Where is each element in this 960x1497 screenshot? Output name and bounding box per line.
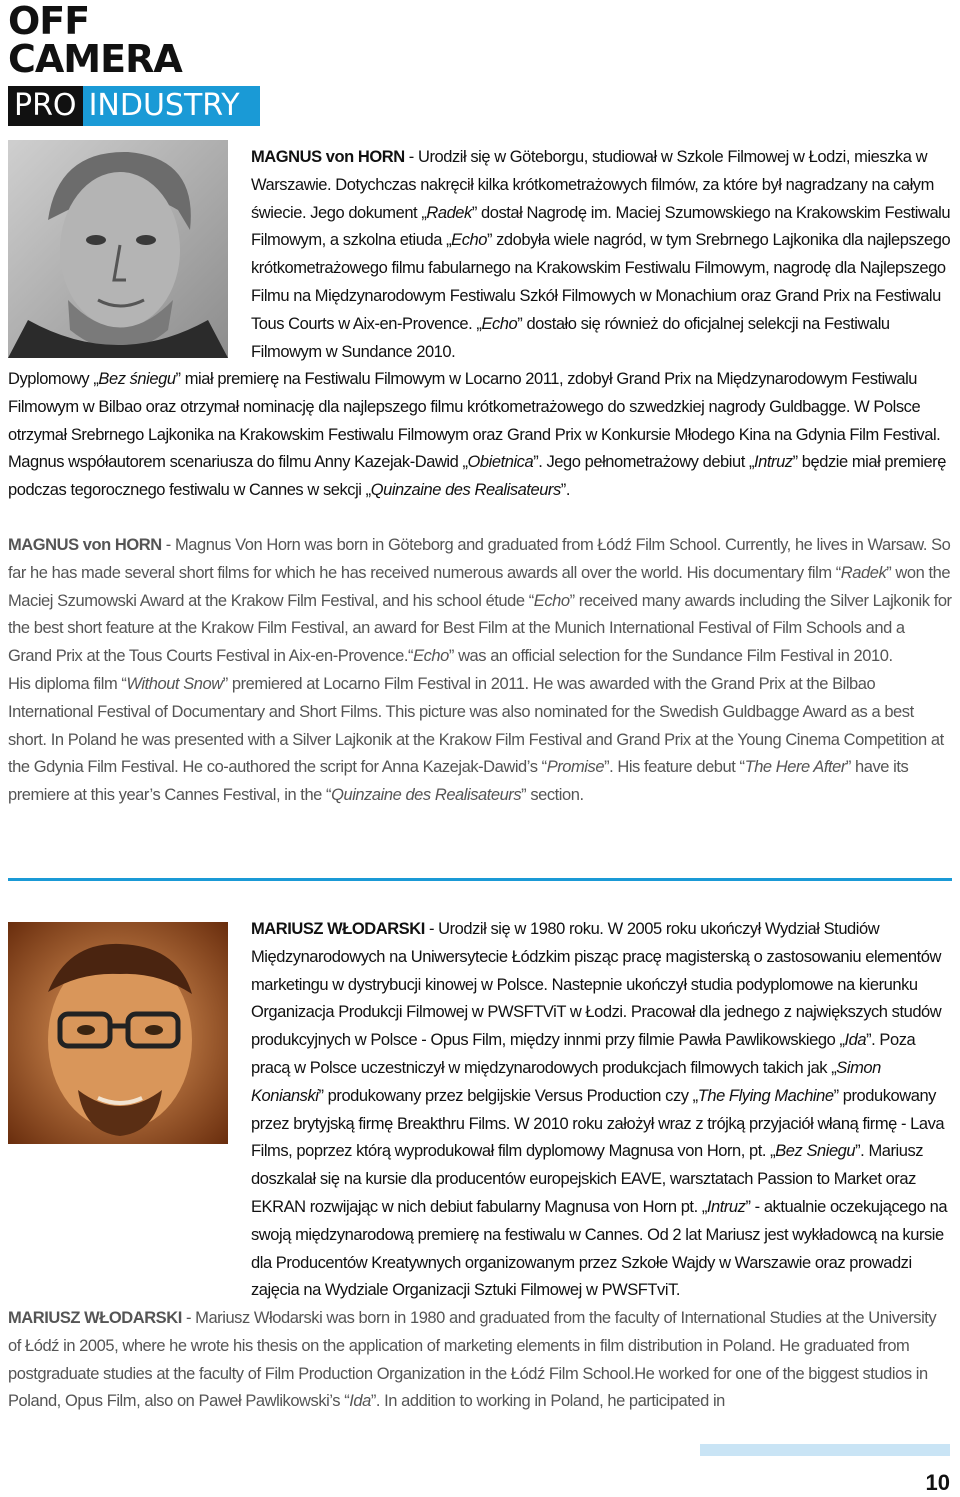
text: ” premiered at Locarno Film Festival in 2011. He was awarded with the Grand Prix at the Bilbao International Festival of Documentary and Short Films. This picture was also nominated for the Swedish Guldbagge Award as a best short. In Poland he was presented with a Silver Lajkonik at the Krakow Film Festival and Grand Prix at the Young Cinema Competition at the Gdynia Film Festival. He co-authored the script for Anna Kazejak-Dawid’s “ (8, 674, 944, 777)
text: - Magnus Von Horn was born in Göteborg and graduated from Łódź Film School. Currently, he lives in Warsaw. So far he has made several short films for which he has received numerous awards all over the world. His documentary film “ (8, 536, 951, 582)
text: Dyplomowy „ (8, 370, 99, 388)
text: ” produkowany przez brytyjską firmę Breakthru Films. W 2010 roku założył wraz z trójką przyjaciół właną firmę - Lava Films, poprzez którą wyprodukował film dyplomowy Magnusa von Horn, pt. „ (251, 1086, 945, 1161)
text: - Urodził się w 1980 roku. W 2005 roku ukończył Wydział Studiów Międzynarodowych na Uniwersytecie Łódzkim pisząc pracę magisterską o zastosowaniu elementów marketingu w dystrybucji kinowej w Polsce. Nastepnie ukończył studia podyplomowe na kierunku Organizacja Produkcji Filmowej w PWSFTViT w Łodzi. Pracował dla jednego z największych studów produkcyjnych w Polsce - Opus Film, między innmi przy filmie Pawła Pawlikowskiego „ (251, 920, 942, 1050)
text: ” będzie miał premierę podczas tegorocznego festiwalu w Cannes w sekcji „ (8, 453, 946, 500)
text: ” was an official selection for the Sundance Film Festival in 2010. (448, 647, 893, 666)
logo-pro: PRO (8, 86, 83, 126)
title-the-here-after: The Here After (744, 758, 846, 777)
title-echo: Echo (533, 591, 570, 610)
bio-magnus-pl (8, 144, 952, 366)
logo-top-text: OFF CAMERA (8, 0, 182, 81)
title-quinzaine: Quinzaine des Realisateurs (370, 481, 561, 500)
bio-mariusz-en (8, 1305, 952, 1416)
title-intruz: Intruz (754, 453, 793, 472)
text: ” zdobyła wiele nagród, w tym Srebrnego Lajkonika dla najlepszego krótkometrażowego filmu fabularnego na Krakowskim Festiwalu Filmowym, nagrodę dla Najlepszego Filmu na Międzynarodowym Festiwalu Szkół Filmowych w Monachium oraz Grand Prix na Festiwalu Tous Courts w Aix-en-Provence. „ (251, 231, 951, 333)
brand-logo (8, 2, 260, 126)
title-ida: Ida (844, 1031, 867, 1050)
title-echo: Echo (451, 231, 487, 250)
text: ” received many awards including the Silver Lajkonik for the best short feature at the Krakow Film Festival, an award for Best Film at the Munich International Festival of Film Schools and a Grand Prix at the Tous Courts Festival in Aix-en-Provence.“ (8, 591, 952, 666)
text: ”. Mariusz doszkalał się na kursie dla producentów europejskich EAVE, warsztatach Passion to Market oraz EKRAN rozwijając w nich debiut fabularny Magnusa von Horn pt. „ (251, 1142, 924, 1216)
bio-mariusz-pl-name: MARIUSZ WŁODARSKI (251, 920, 425, 938)
text: ” won the Maciej Szumowski Award at the Krakow Film Festival, and his school étude “ (8, 563, 951, 610)
text: ” section. (521, 786, 584, 805)
title-radek: Radek (426, 203, 472, 222)
bio-mariusz-pl (8, 916, 952, 1305)
logo-industry: INDUSTRY (83, 86, 260, 126)
text: ”. His feature debut “ (604, 758, 745, 777)
text: ” have its premiere at this year’s Cannes Festival, in the “ (8, 758, 909, 805)
bio-magnus-pl-cont (8, 366, 952, 505)
page-number: 10 (925, 1470, 950, 1495)
title-without-snow: Without Snow (126, 674, 223, 693)
title-obietnica: Obietnica (467, 453, 534, 472)
text: ”. (560, 481, 570, 500)
title-bez-sniegu: Bez Sniegu (775, 1142, 856, 1161)
text: - Urodził się w Göteborgu, studiował w Szkole Filmowej w Łodzi, mieszka w Warszawie. Dotychczas nakręcił kilka krótkometrażowych filmów, za które był nagradzany na całym świecie. Jego dokument „ (251, 148, 934, 222)
title-ida: Ida (349, 1392, 371, 1411)
text: ” produkowany przez belgijskie Versus Production czy „ (318, 1086, 698, 1105)
footer-bar (700, 1444, 950, 1456)
title-echo: Echo (413, 647, 449, 666)
title-bez-sniegu: Bez śniegu (98, 370, 176, 388)
logo-bottom (8, 86, 260, 126)
title-flying-machine: The Flying Machine (697, 1086, 834, 1105)
text: ” miał premierę na Festiwalu Filmowym w Locarno 2011, zdobył Grand Prix na Międzynarodowym Festiwalu Filmowym w Bilbao oraz otrzymał nominację dla najlepszego filmu krótkometrażowego do szwedzkiej nagrody Guldbagge. W Polsce otrzymał Srebrnego Lajkonika na Krakowskim Festiwalu Filmowym oraz Grand Prix w Konkursie Młodego Kina na Gdynia Film Festival. Magnus współautorem scenariusza do filmu Anny Kazejak-Dawid „ (8, 370, 941, 472)
section-divider (8, 878, 952, 881)
text: ” dostało się również do oficjalnej selekcji na Festiwalu Filmowym w Sundance 2010. (251, 314, 890, 361)
bio-magnus-en (8, 532, 952, 810)
title-simon-konianski: Simon Konianski (251, 1058, 881, 1105)
text: ” dostał Nagrodę im. Maciej Szumowskiego na Krakowskim Festiwalu Filmowym, a szkolna etiuda „ (251, 203, 951, 250)
bio-mariusz-en-name: MARIUSZ WŁODARSKI (8, 1309, 182, 1327)
text: ” - aktualnie oczekującego na swoją międzynarodową premierę na festiwalu w Cannes. Od 2 lat Mariusz jest wykładowcą na kursie dla Producentów Kreatywnych organizowanym przez Szkołe Wajdy w Warszawie oraz prowadzi zajęcia na Wydziale Organizacji Sztuki Filmowej w PWSFTviT. (251, 1197, 948, 1300)
bio-magnus-en-name: MAGNUS von HORN (8, 536, 162, 554)
title-promise: Promise (546, 758, 605, 777)
text: ”. Poza pracą w Polsce uczestniczył w międzynarodowych produkcjach filmowych takich jak „ (251, 1031, 916, 1077)
text: ”. In addition to working in Poland, he participated in (370, 1392, 725, 1411)
title-quinzaine: Quinzaine des Realisateurs (331, 786, 522, 805)
bio-magnus-pl-name: MAGNUS von HORN (251, 148, 405, 166)
text: ”. Jego pełnometrażowy debiut „ (533, 453, 755, 472)
text: His diploma film “ (8, 674, 127, 693)
title-radek: Radek (840, 563, 887, 582)
title-intruz: Intruz (706, 1197, 746, 1216)
title-echo: Echo (481, 314, 518, 333)
text: - Mariusz Włodarski was born in 1980 and graduated from the faculty of International Studies at the University of Łódź in 2005, where he wrote his thesis on the application of marketing elements in film distribution in Poland. He graduated from postgraduate studies at the faculty of Film Production Organization in the Łódź Film School.He worked for one of the biggest studios in Poland, Opus Film, also on Paweł Pawlikowski’s “ (8, 1309, 937, 1411)
